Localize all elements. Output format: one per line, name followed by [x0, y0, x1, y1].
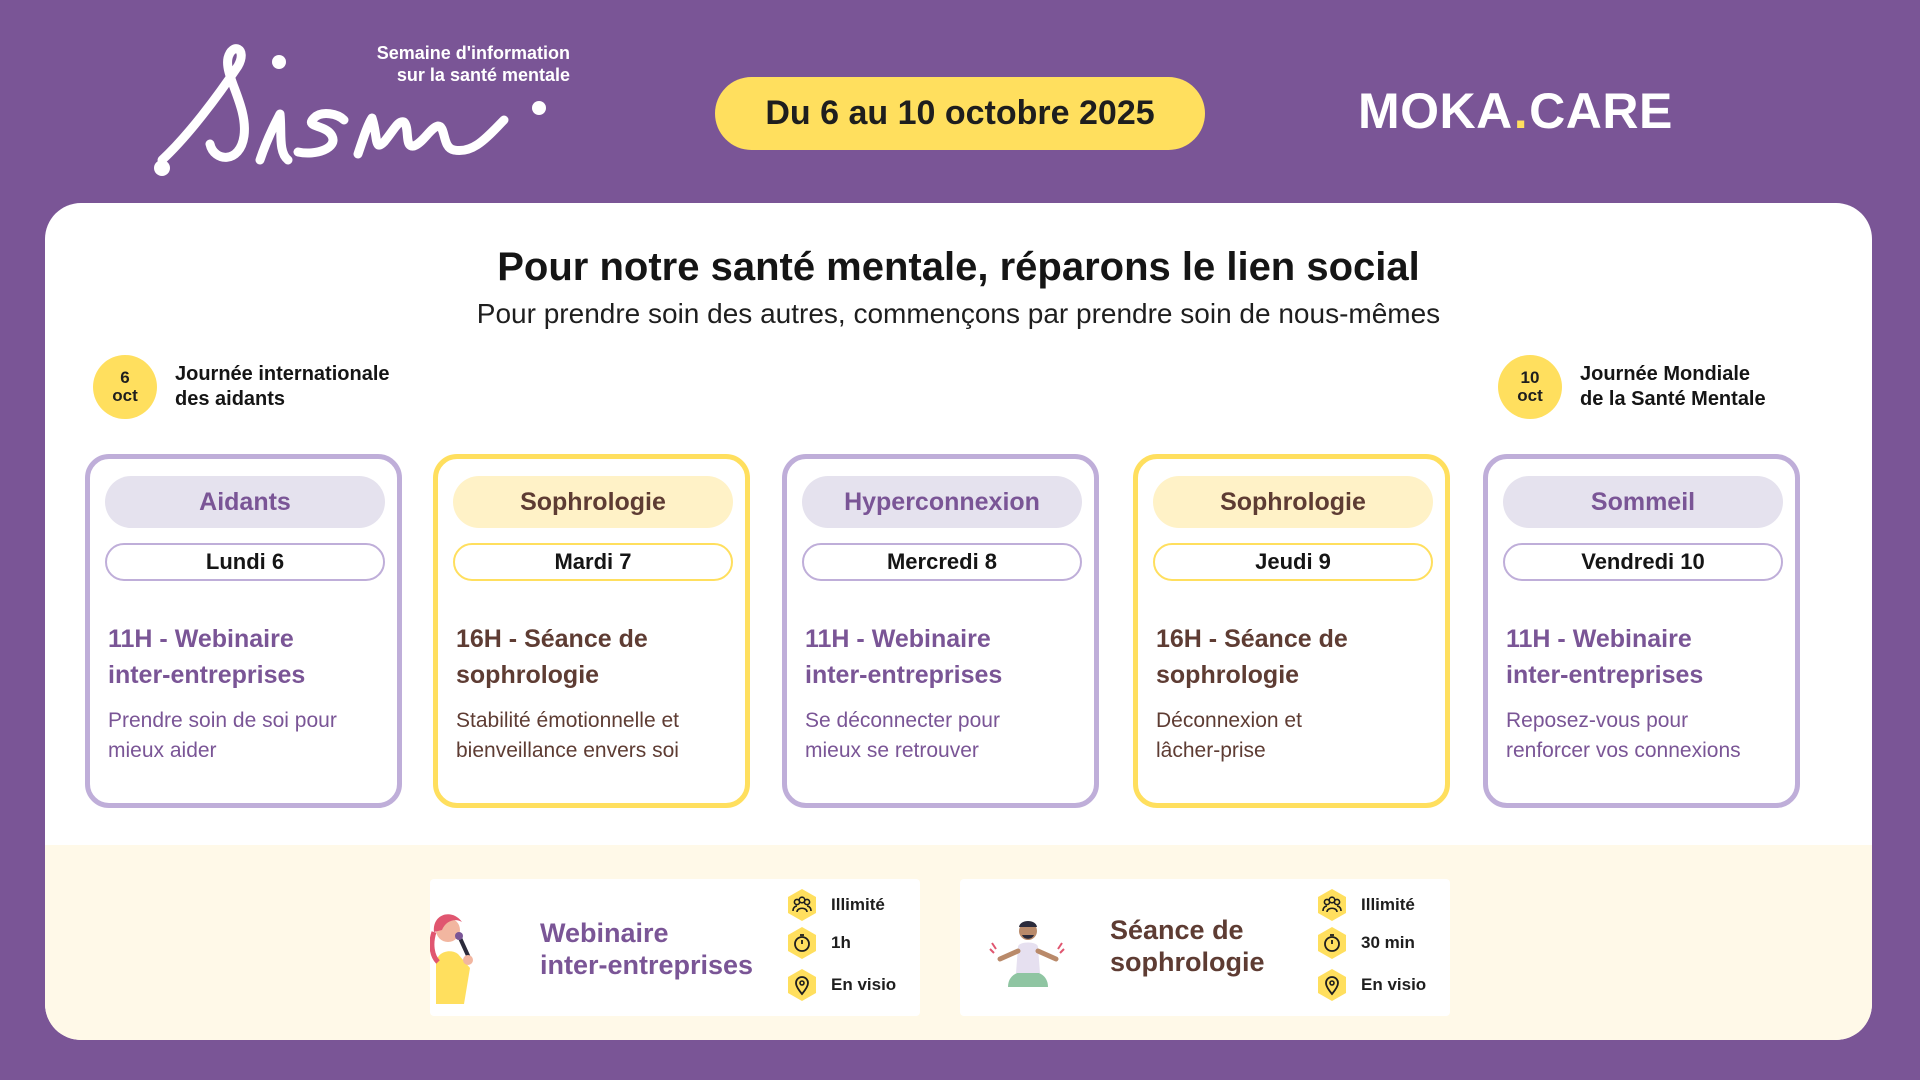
event-description-line1: Se déconnecter pour	[805, 709, 1000, 732]
event-title-line1: 16H - Séance de	[456, 625, 648, 653]
event-description	[805, 706, 1095, 766]
day-card-friday	[1483, 454, 1800, 808]
meditation-illustration-icon	[978, 909, 1078, 989]
date-badge-day: 6	[120, 368, 130, 387]
people-group-icon	[1315, 888, 1349, 922]
event-description-line2: bienveillance envers soi	[456, 739, 679, 762]
event-title	[1156, 621, 1436, 693]
moka-care-logo	[1358, 82, 1673, 140]
special-day-label	[175, 362, 390, 412]
meta-audience-value: Illimité	[831, 895, 885, 914]
event-description-line2: renforcer vos connexions	[1506, 739, 1741, 762]
event-title-line1: 11H - Webinaire	[1506, 625, 1692, 653]
meta-duration	[1315, 926, 1415, 960]
date-badge-day: 10	[1520, 368, 1540, 387]
event-description-line1: Reposez-vous pour	[1506, 709, 1689, 732]
day-pill: Mercredi 8	[802, 543, 1082, 581]
sism-caption	[344, 42, 570, 86]
special-day-label-line1: Journée Mondiale	[1580, 363, 1751, 385]
event-title-line2: inter-entreprises	[805, 661, 1003, 689]
day-card-wednesday	[782, 454, 1099, 808]
meta-duration-value: 1h	[831, 933, 851, 952]
day-pill: Lundi 6	[105, 543, 385, 581]
topic-pill: Aidants	[105, 476, 385, 528]
date-badge	[1498, 355, 1562, 419]
format-title	[540, 917, 753, 981]
event-title-line2: sophrologie	[456, 661, 600, 689]
day-pill: Vendredi 10	[1503, 543, 1783, 581]
event-title	[805, 621, 1085, 693]
event-title-line1: 11H - Webinaire	[108, 625, 294, 653]
meta-audience	[785, 888, 885, 922]
brand-part1: MOKA	[1358, 83, 1513, 139]
page-subtitle: Pour prendre soin des autres, commençons par prendre soin de nous-mêmes	[476, 298, 1441, 329]
event-title	[108, 621, 388, 693]
format-title-line1: Séance de	[1110, 915, 1244, 945]
format-title	[1110, 914, 1265, 978]
event-description-line2: mieux aider	[108, 739, 217, 762]
event-description	[456, 706, 746, 766]
meta-duration	[785, 926, 851, 960]
special-day-label-line2: de la Santé Mentale	[1580, 388, 1766, 410]
topic-pill: Sommeil	[1503, 476, 1783, 528]
format-title-line1: Webinaire	[540, 918, 669, 948]
meta-audience-value: Illimité	[1361, 895, 1415, 914]
format-card-sophrology	[960, 879, 1450, 1016]
day-pill: Mardi 7	[453, 543, 733, 581]
date-badge-month: oct	[1517, 386, 1543, 405]
special-day-label	[1580, 362, 1766, 412]
special-day-caregivers	[93, 355, 390, 419]
event-description-line2: mieux se retrouver	[805, 739, 979, 762]
meta-duration-value: 30 min	[1361, 933, 1415, 952]
format-card-webinar	[430, 879, 920, 1016]
day-card-monday	[85, 454, 402, 808]
topic-pill: Sophrologie	[453, 476, 733, 528]
event-title-line2: inter-entreprises	[1506, 661, 1704, 689]
meta-location	[785, 968, 896, 1002]
date-badge-month: oct	[112, 386, 138, 405]
page-title: Pour notre santé mentale, réparons le lien social	[497, 245, 1420, 289]
date-badge	[93, 355, 157, 419]
special-day-label-line1: Journée internationale	[175, 363, 390, 385]
meta-location	[1315, 968, 1426, 1002]
format-title-line2: inter-entreprises	[540, 950, 754, 980]
event-description	[108, 706, 398, 766]
location-pin-icon	[1315, 968, 1349, 1002]
people-group-icon	[785, 888, 819, 922]
brand-dot: .	[1513, 83, 1529, 139]
event-description	[1156, 706, 1446, 766]
sism-caption-line1: Semaine d'information	[376, 43, 570, 63]
meta-audience	[1315, 888, 1415, 922]
speaker-illustration-icon	[430, 904, 490, 1004]
special-day-mental-health	[1498, 355, 1766, 419]
program-card	[45, 203, 1872, 1040]
topic-pill: Hyperconnexion	[802, 476, 1082, 528]
event-description-line1: Stabilité émotionnelle et	[456, 709, 679, 732]
formats-band	[45, 845, 1872, 1040]
event-description-line1: Déconnexion et	[1156, 709, 1302, 732]
event-title-line1: 11H - Webinaire	[805, 625, 991, 653]
sism-logo	[148, 36, 568, 186]
event-title-line2: inter-entreprises	[108, 661, 306, 689]
brand-part2: CARE	[1529, 83, 1673, 139]
event-title-line2: sophrologie	[1156, 661, 1300, 689]
event-description-line2: lâcher-prise	[1156, 739, 1266, 762]
meta-location-value: En visio	[831, 975, 897, 994]
special-day-label-line2: des aidants	[175, 388, 286, 410]
stopwatch-icon	[785, 926, 819, 960]
event-description	[1506, 706, 1796, 766]
location-pin-icon	[785, 968, 819, 1002]
format-title-line2: sophrologie	[1110, 947, 1265, 977]
event-title-line1: 16H - Séance de	[1156, 625, 1348, 653]
sism-caption-line2: sur la santé mentale	[396, 65, 570, 85]
day-pill: Jeudi 9	[1153, 543, 1433, 581]
event-description-line1: Prendre soin de soi pour	[108, 709, 337, 732]
day-card-tuesday	[433, 454, 750, 808]
day-card-thursday	[1133, 454, 1450, 808]
event-title	[1506, 621, 1786, 693]
event-dates: Du 6 au 10 octobre 2025	[715, 77, 1205, 150]
stopwatch-icon	[1315, 926, 1349, 960]
topic-pill: Sophrologie	[1153, 476, 1433, 528]
event-title	[456, 621, 736, 693]
meta-location-value: En visio	[1361, 975, 1427, 994]
